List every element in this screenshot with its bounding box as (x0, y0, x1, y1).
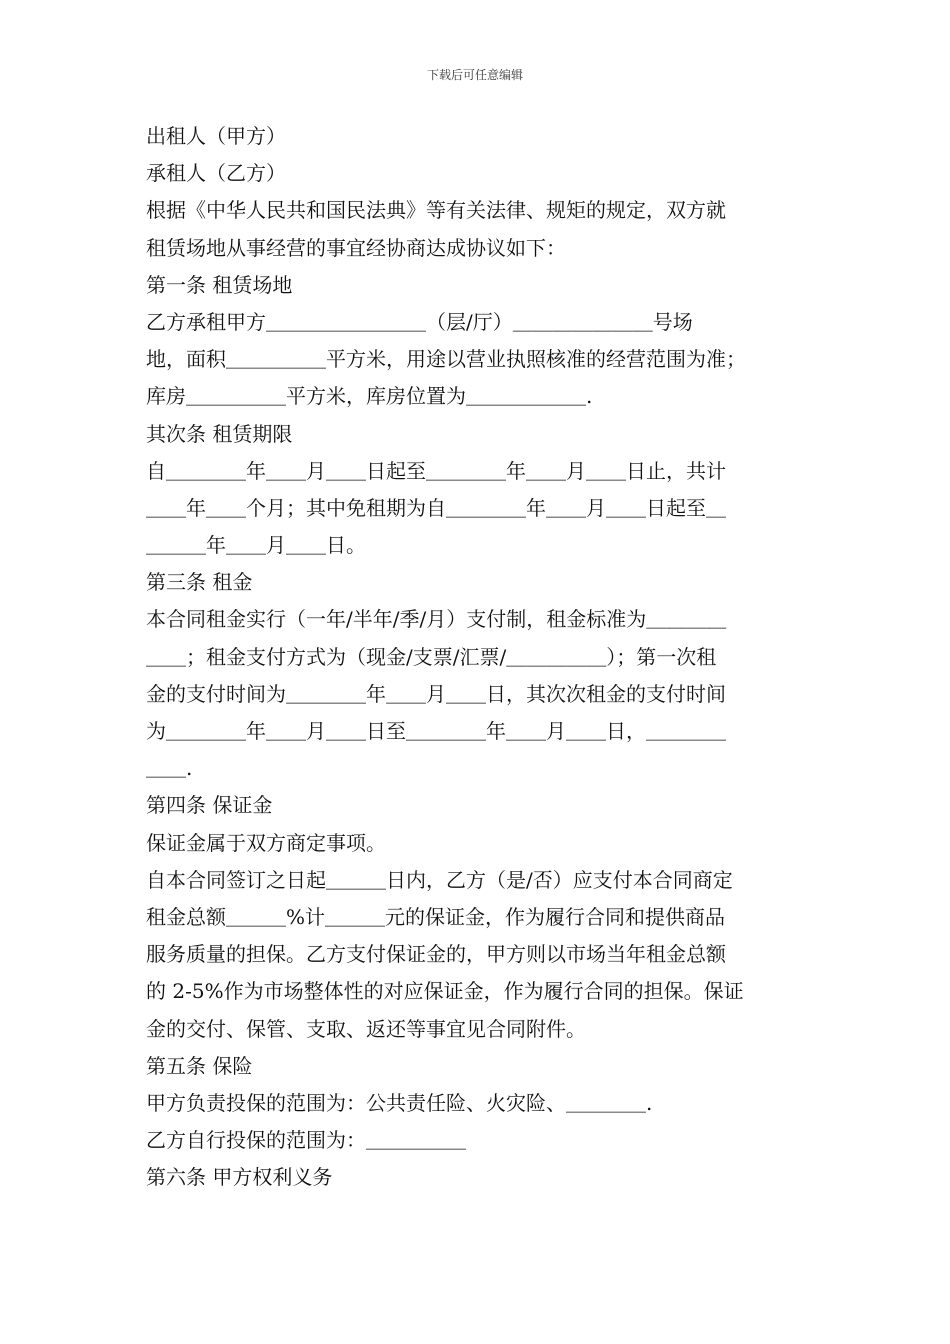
article-6-heading: 第六条 甲方权利义务 (146, 1165, 333, 1190)
contract-body (146, 118, 826, 1196)
article-2-line-1: 自＿＿＿＿年＿＿月＿＿日起至＿＿＿＿年＿＿月＿＿日止，共计 (146, 458, 726, 483)
article-4-heading: 第四条 保证金 (146, 793, 273, 818)
article-4-line-2: 自本合同签订之日起＿＿＿日内，乙方（是/否）应支付本合同商定 (146, 867, 733, 892)
party-b-line: 承租人（乙方） (146, 161, 286, 186)
article-5-line-1: 甲方负责投保的范围为：公共责任险、火灾险、＿＿＿＿. (146, 1090, 653, 1115)
page-header: 下载后可任意编辑 (426, 68, 523, 82)
article-3-line-5: ＿＿. (146, 756, 193, 781)
article-4-line-1: 保证金属于双方商定事项。 (146, 830, 386, 855)
article-4-line-3: 租金总额＿＿＿%计＿＿＿元的保证金，作为履行合同和提供商品 (146, 904, 726, 929)
article-1-heading: 第一条 租赁场地 (146, 272, 293, 297)
intro-line-2: 租赁场地从事经营的事宜经协商达成协议如下： (146, 235, 566, 260)
article-3-heading: 第三条 租金 (146, 570, 253, 595)
intro-line-1: 根据《中华人民共和国民法典》等有关法律、规矩的规定，双方就 (146, 198, 726, 223)
article-2-heading: 其次条 租赁期限 (146, 421, 293, 446)
article-3-line-1: 本合同租金实行（一年/半年/季/月）支付制，租金标准为＿＿＿＿ (146, 607, 727, 632)
article-3-line-2: ＿＿；租金支付方式为（现金/支票/汇票/＿＿＿＿＿）；第一次租 (146, 644, 717, 669)
article-3-line-4: 为＿＿＿＿年＿＿月＿＿日至＿＿＿＿年＿＿月＿＿日，＿＿＿＿ (146, 719, 726, 743)
article-2-line-3: ＿＿＿年＿＿月＿＿日。 (146, 533, 366, 558)
article-1-line-2: 地，面积＿＿＿＿＿平方米，用途以营业执照核准的经营范围为准； (146, 347, 746, 372)
article-4-line-4: 服务质量的担保。乙方支付保证金的，甲方则以市场当年租金总额 (146, 942, 726, 967)
article-5-line-2: 乙方自行投保的范围为：＿＿＿＿＿ (146, 1128, 466, 1153)
article-1-line-1: 乙方承租甲方＿＿＿＿＿＿＿＿（层/厅）＿＿＿＿＿＿＿号场 (146, 309, 693, 334)
article-4-line-6: 金的交付、保管、支取、返还等事宜见合同附件。 (146, 1016, 586, 1041)
article-5-heading: 第五条 保险 (146, 1053, 253, 1078)
article-4-line-5: 的 2-5%作为市场整体性的对应保证金，作为履行合同的担保。保证 (146, 979, 744, 1004)
article-2-line-2: ＿＿年＿＿个月；其中免租期为自＿＿＿＿年＿＿月＿＿日起至＿ (146, 495, 726, 520)
party-a-line: 出租人（甲方） (146, 124, 286, 148)
article-1-line-3: 库房＿＿＿＿＿平方米，库房位置为＿＿＿＿＿＿. (146, 384, 593, 409)
article-3-line-3: 金的支付时间为＿＿＿＿年＿＿月＿＿日，其次次租金的支付时间 (146, 681, 726, 706)
